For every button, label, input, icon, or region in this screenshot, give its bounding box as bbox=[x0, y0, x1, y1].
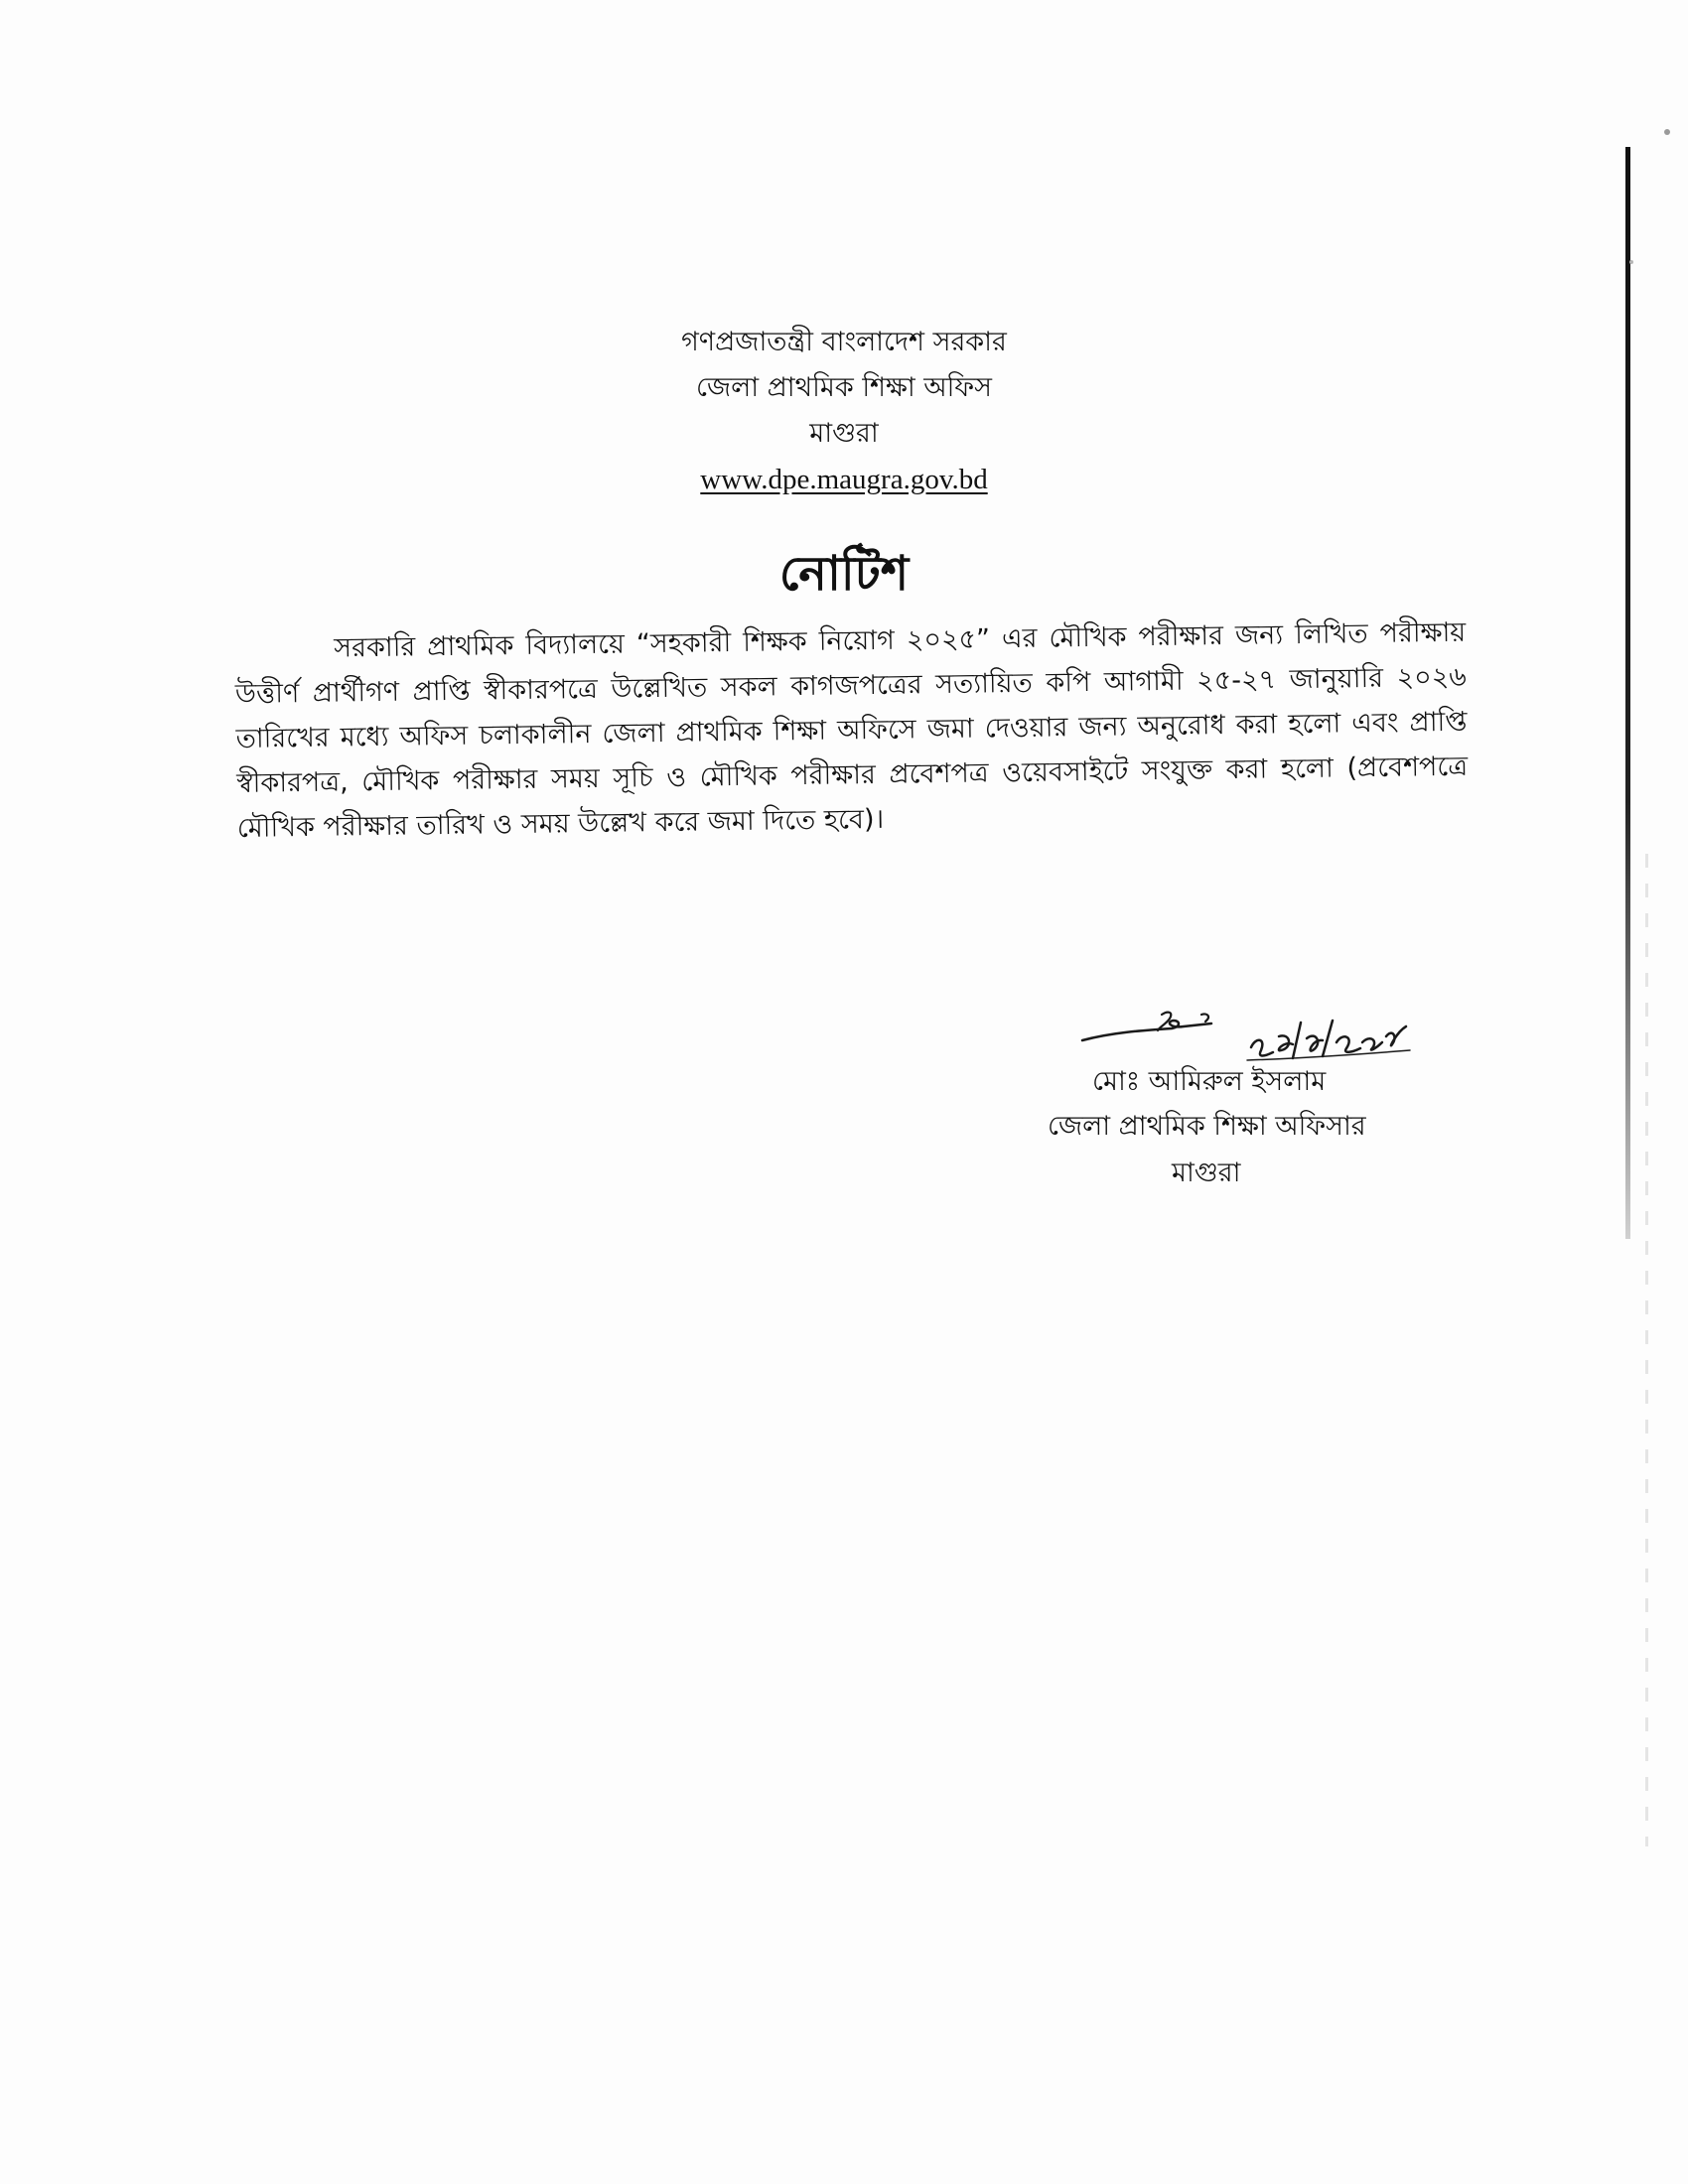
notice-title: নোটিশ bbox=[778, 546, 910, 602]
office-name: জেলা প্রাথমিক শিক্ষা অফিস bbox=[696, 372, 992, 403]
officer-designation: জেলা প্রাথমিক শিক্ষা অফিসার bbox=[1048, 1111, 1366, 1142]
office-header bbox=[0, 320, 1688, 502]
officer-place: মাগুরা bbox=[1172, 1158, 1241, 1188]
scan-edge-shadow bbox=[1645, 854, 1648, 1846]
government-name: গণপ্রজাতন্ত্রী বাংলাদেশ সরকার bbox=[681, 327, 1007, 357]
scan-speck-small bbox=[1629, 260, 1633, 264]
notice-body: সরকারি প্রাথমিক বিদ্যালয়ে “সহকারী শিক্ষক নিয়োগ ২০২৫” এর মৌখিক পরীক্ষার জন্য লিখিত পরীক্ষায় উত্তীর্ণ প্রার্থীগণ প্রাপ্তি স্বীকারপত্রে উল্লেখিত সকল কাগজপত্রের সত্যায়িত কপি আগামী ২৫-২৭ জানুয়ারি ২০২৬ তারিখের মধ্যে অফিস চলাকালীন জেলা প্রাথমিক শিক্ষা অফিসে জমা দেওয়ার জন্য অনুরোধ করা হলো এবং প্রাপ্তি স্বীকারপত্র, মৌখিক পরীক্ষার সময় সূচি ও মৌখিক পরীক্ষার প্রবেশপত্র ওয়েবসাইটে সংযুক্ত করা হলো (প্রবেশপত্রে মৌখিক পরীক্ষার তারিখ ও সময় উল্লেখ করে জমা দিতে হবে)। bbox=[234, 616, 1469, 844]
signature-block bbox=[993, 993, 1509, 1221]
website-link[interactable]: www.dpe.maugra.gov.bd bbox=[700, 464, 988, 495]
handwritten-signature bbox=[1062, 993, 1420, 1072]
scan-edge-line bbox=[1625, 147, 1630, 1239]
district-name: মাগুরা bbox=[809, 418, 879, 449]
officer-name: মোঃ আমিরুল ইসলাম bbox=[1092, 1066, 1327, 1097]
scan-speck bbox=[1664, 129, 1670, 135]
